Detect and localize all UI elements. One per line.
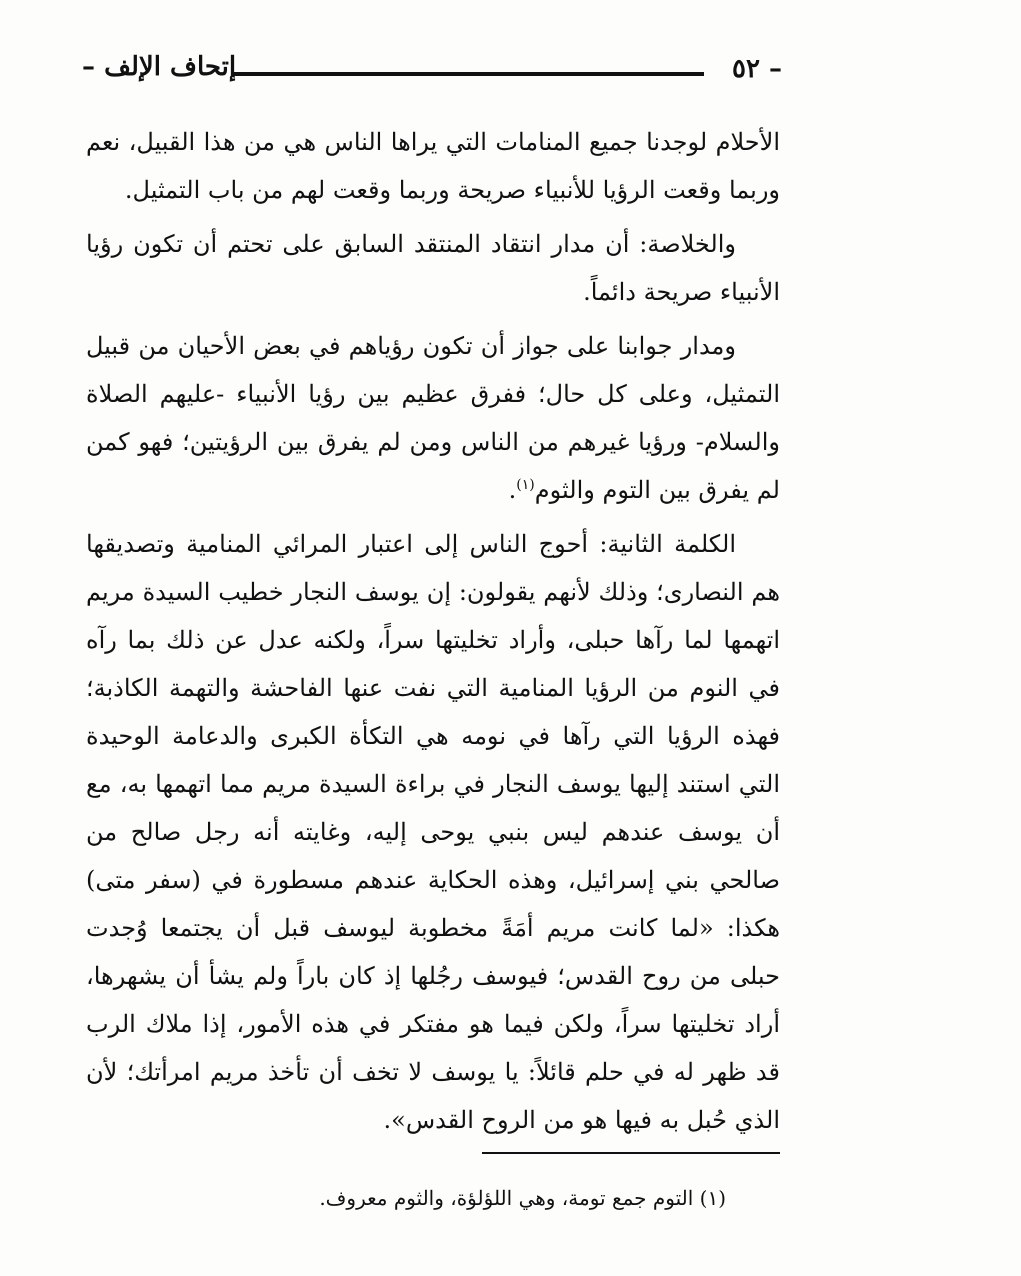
running-header: [82, 52, 782, 96]
paragraph-3: [86, 322, 780, 514]
paragraph-1: الأحلام لوجدنا جميع المنامات التي يراها الناس هي من هذا القبيل، نعم وربما وقعت الرؤيا للأنبياء صريحة وربما وقعت لهم من باب التمثيل.: [86, 128, 780, 204]
paragraph-4: الكلمة الثانية: أحوج الناس إلى اعتبار المرائي المنامية وتصديقها هم النصارى؛ وذلك لأنهم يقولون: إن يوسف النجار خطيب السيدة مريم اتهمها لما رآها حبلى، وأراد تخليتها سراً، ولكنه عدل عن ذلك بما رآه في النوم من الرؤيا المنامية التي نفت عنها الفاحشة والتهمة الكاذبة؛ فهذه الرؤيا التي رآها في نومه هي التكأة الكبرى والدعامة الوحيدة التي استند إليها يوسف النجار في براءة السيدة مريم مما اتهمها به، مع أن يوسف عندهم ليس بنبي يوحى إليه، وغايته أنه رجل صالح من صالحي بني إسرائيل، وهذه الحكاية عندهم مسطورة في (سفر متى) هكذا: «لما كانت مريم أمَةً مخطوبة ليوسف قبل أن يجتمعا وُجدت حبلى من روح القدس؛ فيوسف رجُلها إذ كان باراً ولم يشأ أن يشهرها، أراد تخليتها سراً، ولكن فيما هو مفتكر في هذه الأمور، إذا ملاك الرب قد ظهر له في حلم قائلاً: يا يوسف لا تخف أن تأخذ مريم امرأتك؛ لأن الذي حُبل به فيها هو من الروح القدس».: [86, 530, 780, 1134]
paragraph-3-end: .: [508, 476, 517, 504]
footnote-reference[interactable]: (١): [516, 477, 535, 493]
footnote: (١) التوم جمع تومة، وهي اللؤلؤة، والثوم معروف.: [319, 1186, 726, 1210]
page-number: – ٥٢: [732, 54, 782, 84]
page-number-value: ٥٢: [732, 54, 760, 84]
paragraph-2: والخلاصة: أن مدار انتقاد المنتقد السابق على تحتم أن تكون رؤيا الأنبياء صريحة دائماً.: [86, 230, 780, 306]
book-title: إتحاف الإلف –: [82, 52, 237, 82]
book-title-text: إتحاف الإلف: [104, 52, 237, 82]
main-text: [86, 118, 780, 1150]
footnote-separator: [482, 1152, 780, 1154]
paragraph-3-text: ومدار جوابنا على جواز أن تكون رؤياهم في بعض الأحيان من قبيل التمثيل، وعلى كل حال؛ ففرق عظيم بين رؤيا الأنبياء -عليهم الصلاة والسلام- ورؤيا غيرهم من الناس ومن لم يفرق بين الرؤيتين؛ فهو كمن لم يفرق بين التوم والثوم: [86, 332, 780, 504]
header-rule: [232, 72, 704, 76]
